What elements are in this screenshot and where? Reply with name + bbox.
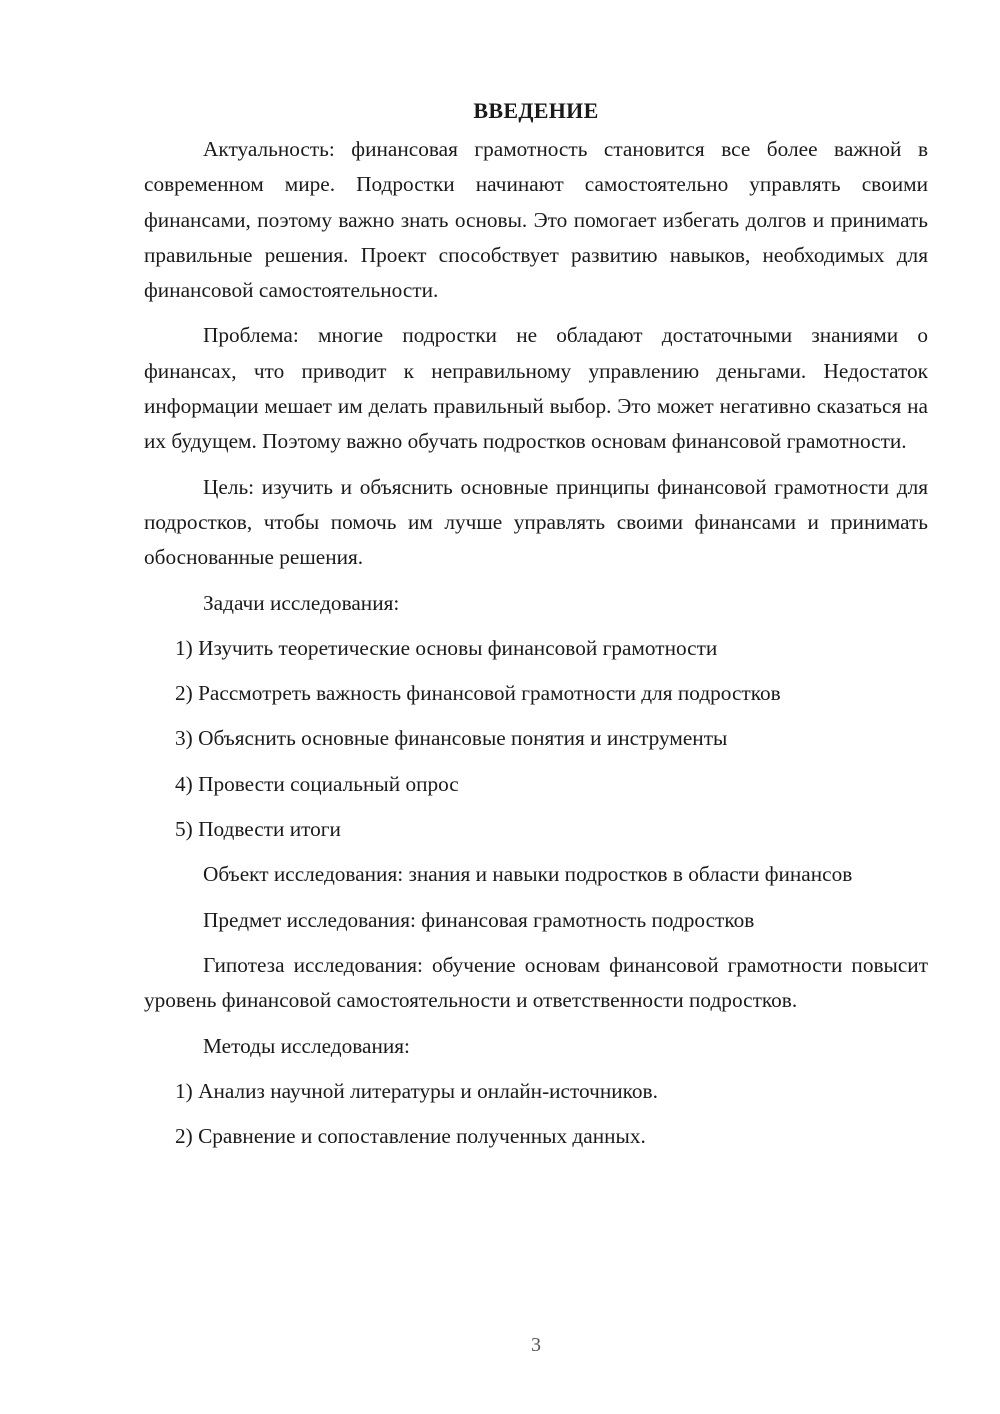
problem-paragraph: Проблема: многие подростки не обладают достаточными знаниями о финансах, что приводит к неправильному управлению деньгами. Недостаток информации мешает им делать правильный выбор. Это может негативно сказаться на их будущем. Поэтому важно обучать подростков основам финансовой грамотности. [144, 323, 928, 454]
object-paragraph: Объект исследования: знания и навыки подростков в области финансов [203, 862, 853, 887]
document-page [144, 96, 928, 1164]
relevance-paragraph: Актуальность: финансовая грамотность становится все более важной в современном мире. Подростки начинают самостоятельно управлять своими финансами, поэтому важно знать основы. Это помогает избегать долгов и принимать правильные решения. Проект способствует развитию навыков, необходимых для финансовой самостоятельности. [144, 137, 928, 303]
page-number: 3 [531, 1334, 541, 1356]
list-item: 1) Изучить теоретические основы финансовой грамотности [175, 635, 718, 660]
list-item: 2) Сравнение и сопоставление полученных данных. [175, 1124, 646, 1149]
list-item: 2) Рассмотреть важность финансовой грамотности для подростков [175, 681, 781, 706]
page-title: ВВЕДЕНИЕ [473, 98, 599, 123]
list-item: 5) Подвести итоги [175, 817, 341, 842]
subject-paragraph: Предмет исследования: финансовая грамотность подростков [203, 907, 755, 932]
list-item: 1) Анализ научной литературы и онлайн-источников. [175, 1078, 658, 1103]
methods-title: Методы исследования: [203, 1033, 410, 1058]
methods-list [144, 1074, 928, 1155]
hypothesis-paragraph: Гипотеза исследования: обучение основам финансовой грамотности повысит уровень финансовой самостоятельности и ответственности подростков. [144, 952, 928, 1013]
list-item: 4) Провести социальный опрос [175, 771, 459, 796]
tasks-list [144, 631, 928, 847]
tasks-title: Задачи исследования: [203, 590, 400, 615]
goal-paragraph: Цель: изучить и объяснить основные принципы финансовой грамотности для подростков, чтобы помочь им лучше управлять своими финансами и принимать обоснованные решения. [144, 474, 928, 570]
list-item: 3) Объяснить основные финансовые понятия и инструменты [175, 726, 728, 751]
